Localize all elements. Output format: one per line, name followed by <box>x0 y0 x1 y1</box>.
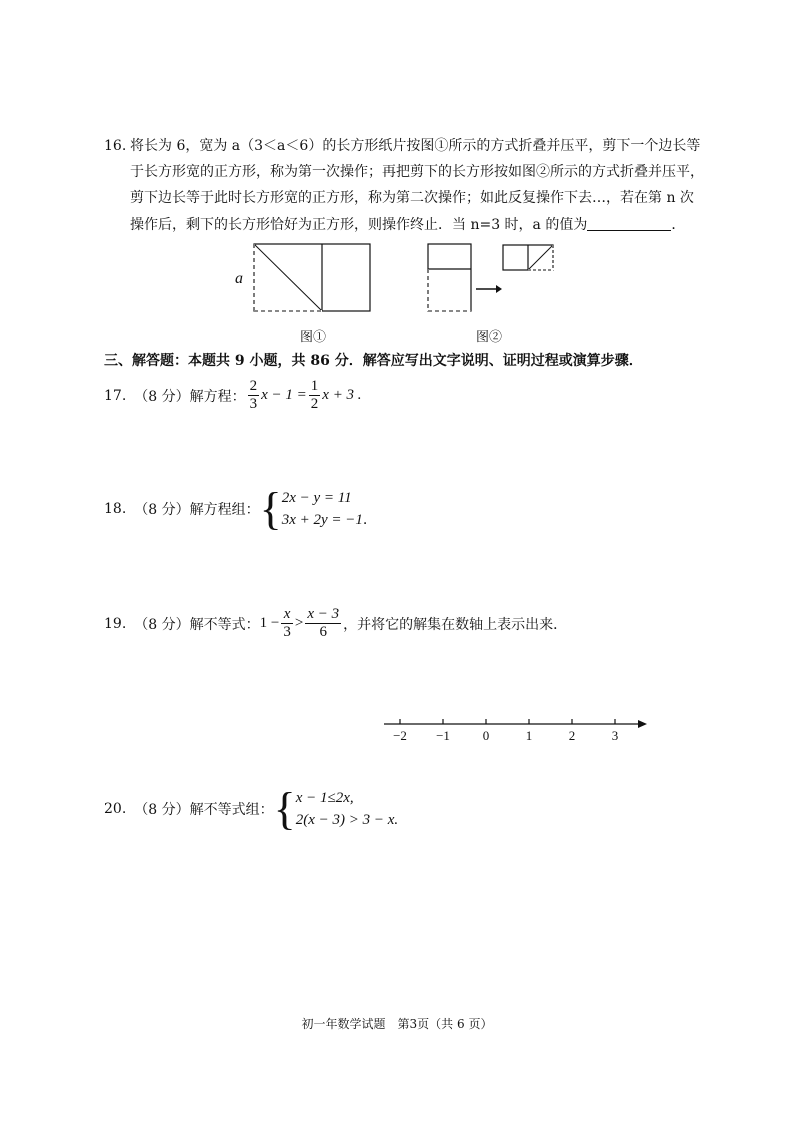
number-line-tick-label: 2 <box>568 728 576 743</box>
q16-text-line1: 将长为 6，宽为 a（3＜a＜6）的长方形纸片按图①所示的方式折叠并压平，剪下一个边长等 <box>130 138 701 154</box>
q19-operator: > <box>294 615 304 631</box>
number-line-tick-label: 3 <box>611 728 619 743</box>
fig2-tall-rect <box>428 244 471 311</box>
q18-equation-1: 2x − y = 11 <box>281 490 352 506</box>
q19-number: 19. <box>104 615 127 632</box>
q16-number: 16. <box>104 138 127 154</box>
q18-prefix: （8 分）解方程组： <box>134 502 260 518</box>
q20-inequality-2: 2(x − 3) > 3 − x. <box>295 812 399 828</box>
fig2-arrow-head <box>496 285 502 293</box>
q20-system <box>296 787 398 831</box>
q19-lead: 1 − <box>259 615 280 631</box>
q19-tail: ，并将它的解集在数轴上表示出来． <box>343 616 568 633</box>
q18-system <box>282 487 363 531</box>
q18-brace: { <box>259 483 282 534</box>
q16-text-line4a: 操作后，剩下的长方形恰好为正方形，则操作终止．当 n=3 时，a 的值为 <box>130 217 588 233</box>
q20-number: 20. <box>104 801 127 817</box>
q16-caption-2: 图② <box>476 330 503 345</box>
q16-caption-1: 图① <box>300 330 327 345</box>
q17-prefix: （8 分）解方程： <box>134 388 246 405</box>
q16-text-line2: 于长方形宽的正方形，称为第一次操作；再把剪下的长方形按如图②所示的方式折叠并压平， <box>130 164 704 180</box>
q19 <box>104 606 567 641</box>
number-line-arrow <box>638 720 647 728</box>
q16-figure-1 <box>230 240 380 315</box>
q20-brace: { <box>273 783 296 834</box>
q20-prefix: （8 分）解不等式组： <box>134 802 274 818</box>
number-line-tick-label: −1 <box>436 728 450 743</box>
q16-text-line4b: ． <box>671 217 686 233</box>
q16-text-line4 <box>130 216 685 234</box>
q19-prefix: （8 分）解不等式： <box>134 616 260 633</box>
number-line-tick-label: 0 <box>482 728 490 743</box>
q19-fraction-1: $\frac{x}{3}$ <box>283 606 291 640</box>
fig1-diagonal <box>254 244 322 311</box>
q18-equation-2: 3x + 2y = −1 <box>281 512 363 528</box>
q17-fraction-1: $\frac{2}{3}$ <box>249 378 258 412</box>
q18 <box>104 483 368 534</box>
q19-fraction-2: $\frac{x - 3}{6}$ <box>307 606 340 640</box>
q20 <box>104 783 399 834</box>
number-line-tick-label: −2 <box>393 728 407 743</box>
q17-middle: x − 1 = <box>261 387 307 403</box>
q16-figure-2 <box>420 240 560 315</box>
q17-fraction-2: $\frac{1}{2}$ <box>310 378 319 412</box>
q18-number: 18. <box>104 501 127 517</box>
q16-answer-blank[interactable] <box>587 216 671 231</box>
q20-inequality-1: x − 1≤2x, <box>295 790 354 806</box>
q16-text-line3: 剪下边长等于此时长方形宽的正方形，称为第二次操作；如此反复操作下去…，若在第 n 次 <box>130 190 694 206</box>
q17-number: 17. <box>104 387 127 404</box>
q18-tail: . <box>362 512 368 528</box>
q17-tail: x + 3 . <box>322 387 362 403</box>
section3-title: 三、解答题：本题共 9 小题，共 86 分．解答应写出文字说明、证明过程或演算步骤． <box>104 353 643 369</box>
q17 <box>104 378 362 413</box>
number-line-tick-label: 1 <box>525 728 533 743</box>
page-footer: 初一年数学试题 第3页（共 6 页） <box>301 1017 493 1031</box>
q16-figure-label-a: a <box>235 270 243 287</box>
